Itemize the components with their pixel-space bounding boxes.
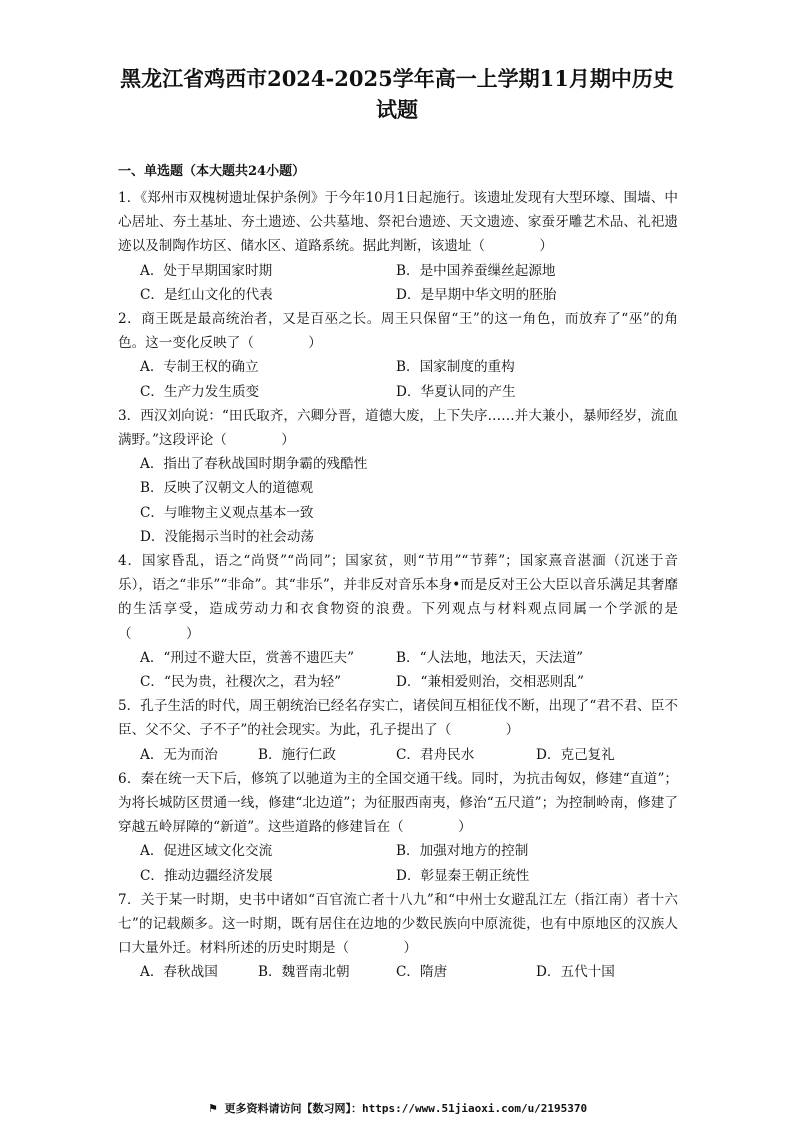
question-stem: 7．关于某一时期，史书中诸如“百官流亡者十八九”和“中州士女避乱江左（指江南）者十六七”的记载颇多。这一时期，既有居住在边地的少数民族向中原流徙，也有中原地区的汉族人口大量外迁。材料所述的历史时期是（ ） [118,891,678,957]
question-item [118,888,678,985]
option-c[interactable]: C．生产力发生质变 [140,383,260,400]
option-group [118,839,678,887]
option-group [118,259,678,307]
section-heading: 一、单选题（本大题共24小题） [118,164,306,179]
question-stem: 3．西汉刘向说：“田氏取齐，六卿分晋，道德大废，上下失序……并大兼小，暴师经岁，流血满野。”这段评论（ ） [118,407,678,448]
option-a[interactable]: A．春秋战国 [140,964,218,981]
option-group [118,355,678,403]
question-stem: 2．商王既是最高统治者，又是百巫之长。周王只保留“王”的这一角色，而放弃了“巫”的角色。这一变化反映了（ ） [118,310,678,352]
question-item [118,694,678,767]
option-group [118,743,678,767]
option-a[interactable]: A．指出了春秋战国时期争霸的残酷性 [140,456,368,473]
question-item [118,186,678,307]
question-stem: 1．《郑州市双槐树遗址保护条例》于今年10月1日起施行。该遗址发现有大型环壕、围墙、中心居址、夯土基址、夯土遗迹、公共墓地、祭祀台遗迹、天文遗迹、家蚕牙雕艺术品、礼祀遗迹以及制陶作坊区、储水区、道路系统。据此判断，该遗址（ ） [118,190,678,255]
option-d[interactable]: D．是早期中华文明的胚胎 [396,286,557,303]
option-d[interactable]: D．“兼相爱则治，交相恶则乱” [396,673,584,690]
document-title-line2: 试题 [376,97,418,122]
option-b[interactable]: B．是中国养蚕缫丝起源地 [396,262,556,279]
option-group [118,452,678,549]
option-c[interactable]: C．“民为贵，社稷次之，君为轻” [140,673,342,690]
option-a[interactable]: A．“刑过不避大臣，赏善不遗匹夫” [140,649,355,666]
option-c[interactable]: C．推动边疆经济发展 [140,867,273,884]
question-stem: 6．秦在统一天下后，修筑了以驰道为主的全国交通干线。同时，为抗击匈奴，修建“直道”；为将长城防区贯通一线，修建“北边道”；为征服西南夷，修治“五尺道”；为控制岭南，修建了穿越五岭屏障的“新道”。这些道路的修建旨在（ ） [118,770,678,836]
question-list [118,186,678,984]
option-group [118,960,678,984]
option-d[interactable]: D．五代十国 [536,964,615,981]
question-item [118,549,678,694]
question-item [118,307,678,404]
option-b[interactable]: B．国家制度的重构 [396,359,515,376]
option-a[interactable]: A．无为而治 [140,746,218,763]
option-a[interactable]: A．处于早期国家时期 [140,262,273,279]
option-a[interactable]: A．促进区域文化交流 [140,843,273,860]
document-title-line1: 黑龙江省鸡西市2024-2025学年高一上学期11月期中历史 [120,66,674,91]
option-c[interactable]: C．君舟民水 [396,746,475,763]
flag-icon: ⚑ [208,1102,218,1115]
question-item [118,404,678,549]
option-group [118,646,678,694]
option-c[interactable]: C．隋唐 [396,964,448,981]
option-c[interactable]: C．与唯物主义观点基本一致 [140,504,314,521]
option-d[interactable]: D．没能揭示当时的社会动荡 [140,528,315,545]
option-b[interactable]: B．加强对地方的控制 [396,843,529,860]
option-d[interactable]: D．彰显秦王朝正统性 [396,867,530,884]
option-b[interactable]: B．魏晋南北朝 [258,964,350,981]
footer-link[interactable] [208,1100,587,1116]
option-a[interactable]: A．专制王权的确立 [140,359,259,376]
footer-text: 更多资料请访问【数习网】：https://www.51jiaoxi.com/u/2195370 [224,1102,588,1115]
option-b[interactable]: B．施行仁政 [258,746,336,763]
option-b[interactable]: B．“人法地，地法天，天法道” [396,649,584,666]
option-d[interactable]: D．克己复礼 [536,746,615,763]
option-c[interactable]: C．是红山文化的代表 [140,286,273,303]
question-stem: 4．国家昏乱，语之“尚贤”“尚同”；国家贫，则“节用”“节葬”；国家熹音湛湎（沉迷于音乐），语之“非乐”“非命”。其“非乐”，并非反对音乐本身•而是反对王公大臣以音乐满足其奢靡的生活享受，造成劳动力和衣食物资的浪费。下列观点与材料观点同属一个学派的是（ ） [118,552,678,642]
option-b[interactable]: B．反映了汉朝文人的道德观 [140,480,314,497]
question-stem: 5．孔子生活的时代，周王朝统治已经名存实亡，诸侯间互相征伐不断，出现了“君不君、臣不臣、父不父、子不子”的社会现实。为此，孔子提出了（ ） [118,698,678,739]
question-item [118,767,678,888]
option-d[interactable]: D．华夏认同的产生 [396,383,516,400]
